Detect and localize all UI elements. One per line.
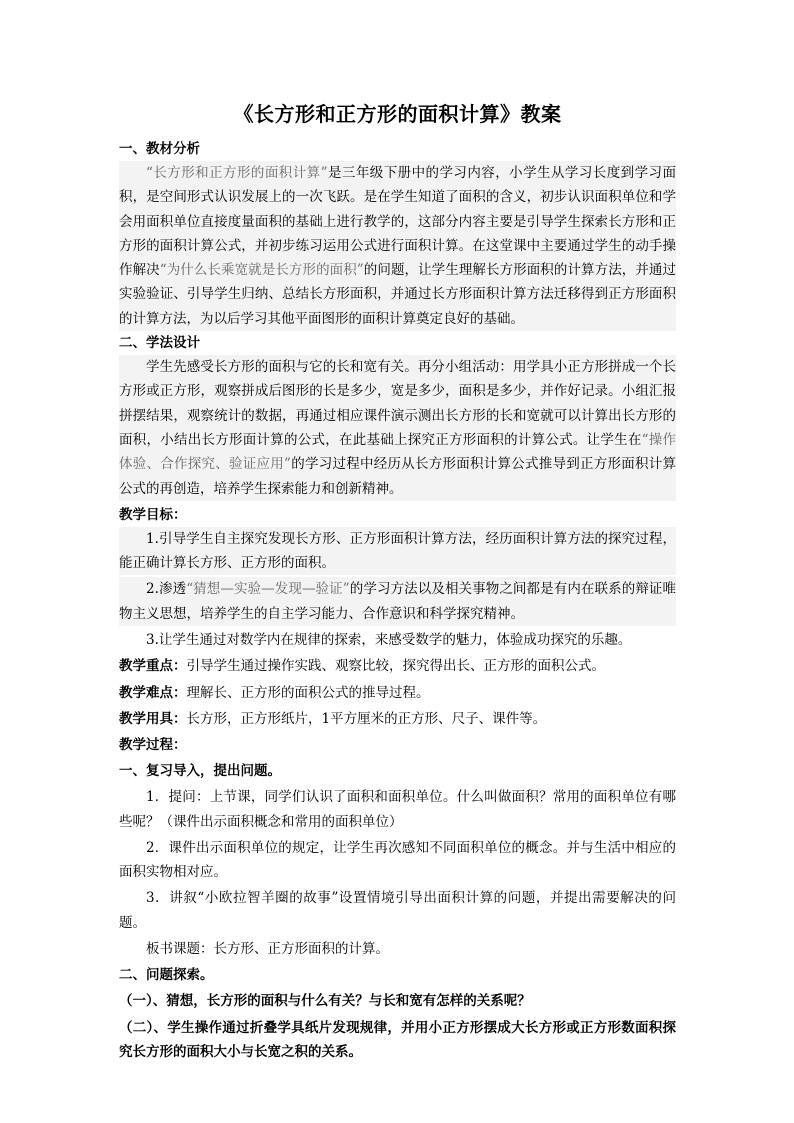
section-heading-method: 二、学法设计 bbox=[119, 335, 200, 352]
goal-item-2 bbox=[119, 577, 676, 626]
key-point-label: 教学重点： bbox=[119, 658, 187, 675]
process-heading: 教学过程： bbox=[119, 737, 187, 754]
tools-line bbox=[119, 707, 676, 731]
method-paragraph bbox=[119, 355, 676, 501]
step-2-heading: 二、问题探索。 bbox=[119, 967, 214, 984]
paragraph-text: 是三年级下册中的学习内容，小学生从学习长度到学习面积，是空间形式认识发展上的一次飞跃。是在学生知道了面积的含义，初步认识面积单位和学会用面积单位直接度量面积的基础上进行教学的，这部分内容主要是引导学生探索长方形和正方形的面积计算公式，并初步练习运用公式进行面积计算。在这堂课中主要通过学生的动手操作解决 bbox=[119, 165, 676, 279]
quote-text: “长方形和正方形的面积计算” bbox=[146, 165, 328, 181]
step-1-heading: 一、复习导入，提出问题。 bbox=[119, 763, 281, 780]
step-1-item-3: 3．讲叙“小欧拉智羊圈的故事”设置情境引导出面积计算的问题，并提出需要解决的问题。 bbox=[119, 890, 676, 931]
paragraph-text: 学生先感受长方形的面积与它的长和宽有关。再分小组活动：用学具小正方形拼成一个长方形或正方形，观察拼成后图形的长是多少，宽是多少，面积是多少，并作好记录。小组汇报拼摆结果，观察统计的数据，再通过相应课件演示测出长方形的长和宽就可以计算出长方形的面积，小结出长方形面计算的公式，在此基础上探究正方形面积的计算公式。让学生在 bbox=[119, 359, 676, 448]
tools-text: 长方形，正方形纸片，1平方厘米的正方形、尺子、课件等。 bbox=[186, 710, 547, 727]
step-1-item-2: 2．课件出示面积单位的规定，让学生再次感知不同面积单位的概念。并与生活中相应的面积实物相对应。 bbox=[119, 839, 676, 881]
difficulty-text: 理解长、正方形的面积公式的推导过程。 bbox=[186, 684, 430, 701]
quote-text: “操作体验、合作探究、验证应用” bbox=[119, 431, 677, 473]
quote-text: “猜想—实验—发现—验证” bbox=[186, 581, 350, 598]
tools-label: 教学用具： bbox=[119, 710, 187, 727]
step-2-sub-2: （二）、学生操作通过折叠学具纸片发现规律，并用小正方形摆成大长方形或正方形数面积探究长方形的面积大小与长宽之积的关系。 bbox=[119, 1019, 676, 1060]
paragraph-text: 的学习过程中经历从长方形面积计算公式推导到正方形面积计算公式的再创造，培养学生探索能力和创新精神。 bbox=[119, 456, 677, 497]
goal-item-1: 1.引导学生自主探究发现长方形、正方形面积计算方法，经历面积计算方法的探究过程，能正确计算长方形、正方形的面积。 bbox=[119, 527, 676, 576]
goals-heading: 教学目标： bbox=[119, 506, 187, 523]
step-2-sub-1: （一）、猜想，长方形的面积与什么有关？与长和宽有怎样的关系呢？ bbox=[119, 993, 531, 1010]
board-title-line: 板书课题：长方形、正方形面积的计算。 bbox=[146, 941, 389, 958]
paragraph-text: 的问题，让学生理解长方形面积的计算方法，并通过实验验证、引导学生归纳、总结长方形面积，并通过长方形面积计算方法迁移得到正方形面积的计算方法，为以后学习其他平面图形的面积计算奠定良好的基础。 bbox=[119, 262, 677, 327]
key-point-text: 引导学生通过操作实践、观察比较，探究得出长、正方形的面积公式。 bbox=[186, 658, 605, 675]
paragraph-text: 2.渗透 bbox=[146, 581, 187, 598]
goal-item-3: 3.让学生通过对数学内在规律的探索，来感受数学的魅力，体验成功探究的乐趣。 bbox=[146, 632, 632, 649]
paragraph-text: 的学习方法以及相关事物之间都是有内在联系的辩证唯物主义思想，培养学生的自主学习能力、合作意识和科学探究精神。 bbox=[119, 581, 677, 622]
difficulty-label: 教学难点： bbox=[119, 684, 187, 701]
difficulty-line bbox=[119, 681, 676, 705]
step-1-item-1: 1．提问：上节课，同学们认识了面积和面积单位。什么叫做面积？常用的面积单位有哪些呢？（课件出示面积概念和常用的面积单位） bbox=[119, 789, 676, 830]
analysis-paragraph bbox=[119, 161, 676, 331]
document-title: 《长方形和正方形的面积计算》教案 bbox=[233, 102, 562, 126]
section-heading-analysis: 一、教材分析 bbox=[119, 141, 200, 157]
quote-text: “为什么长乘宽就是长方形的面积” bbox=[159, 262, 364, 279]
key-point-line bbox=[119, 654, 676, 678]
